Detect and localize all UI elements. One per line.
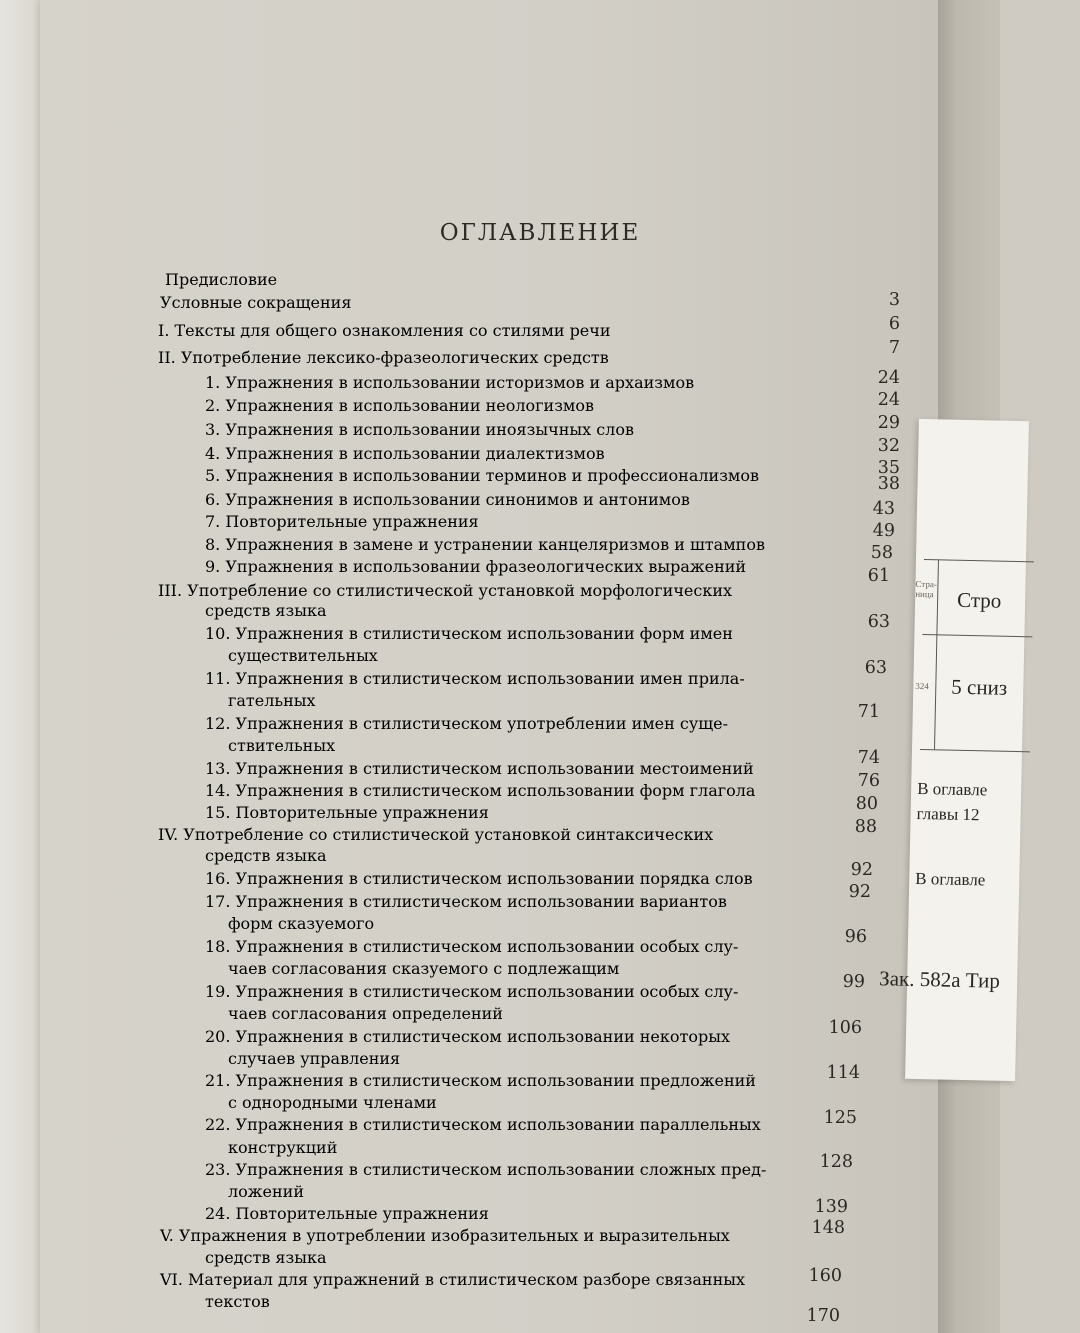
- toc-entry: [205, 375, 825, 391]
- toc-entry: [228, 916, 428, 932]
- toc-page-number: 63: [867, 612, 890, 632]
- toc-entry: [205, 398, 715, 414]
- toc-entry-text: 3. Упражнения в использовании иноязычных слов: [205, 420, 634, 439]
- toc-page-number: 38: [877, 474, 900, 494]
- toc-page-number: 88: [854, 817, 877, 837]
- toc-entry: [205, 939, 835, 955]
- toc-entry: [228, 1051, 458, 1067]
- toc-entry: [205, 984, 830, 1000]
- toc-entry-text: II. Употребление лексико-фразеологических средств: [158, 348, 609, 367]
- toc-entry-text: 20. Упражнения в стилистическом использовании некоторых: [205, 1027, 730, 1046]
- toc-page-number: 24: [877, 368, 900, 388]
- toc-page-number: 58: [870, 543, 893, 563]
- toc-entry: [205, 626, 845, 642]
- toc-entry-text: 19. Упражнения в стилистическом использовании особых слу-: [205, 982, 739, 1001]
- toc-entry: [205, 871, 840, 887]
- toc-entry-text: с однородными членами: [228, 1093, 437, 1112]
- toc-page-number: 125: [823, 1108, 857, 1128]
- toc-entry: [205, 468, 855, 484]
- toc-entry-text: Условные сокращения: [160, 293, 352, 312]
- toc-entry-text: 1. Упражнения в использовании историзмов и архаизмов: [205, 373, 695, 392]
- toc-entry: [158, 827, 848, 843]
- toc-entry: [205, 761, 845, 777]
- toc-entry: [205, 446, 705, 462]
- errata-note-1-line-1: В оглавле: [916, 778, 988, 800]
- toc-entry: [205, 1294, 335, 1310]
- toc-entry-text: 2. Упражнения в использовании неологизмов: [205, 396, 595, 415]
- toc-entry: [228, 1184, 328, 1200]
- toc-entry: [205, 559, 850, 575]
- toc-entry-text: 23. Упражнения в стилистическом использовании сложных пред-: [205, 1160, 767, 1179]
- toc-entry: [205, 603, 455, 619]
- toc-entry: [165, 272, 365, 288]
- toc-entry-text: IV. Употребление со стилистической установкой синтаксических: [158, 825, 714, 844]
- toc-page-number: 3: [888, 290, 900, 310]
- toc-entry: [205, 1073, 825, 1089]
- toc-page-number: 29: [877, 413, 900, 433]
- toc-entry: [205, 1250, 355, 1266]
- toc-entry-text: ложений: [228, 1182, 304, 1201]
- toc-entry: [205, 537, 855, 553]
- toc-entry: [158, 583, 848, 599]
- toc-entry: [158, 350, 838, 366]
- toc-entry: [228, 1006, 558, 1022]
- toc-page-number: 80: [855, 794, 878, 814]
- errata-header-left: Стра-ница: [915, 578, 937, 600]
- toc-page-number: 61: [867, 566, 890, 586]
- toc-entry-text: 22. Упражнения в стилистическом использовании параллельных: [205, 1115, 761, 1134]
- toc-page-number: 160: [808, 1266, 842, 1286]
- toc-entry: [228, 693, 378, 709]
- toc-entry: [205, 1162, 815, 1178]
- toc-entry-text: 15. Повторительные упражнения: [205, 803, 489, 822]
- errata-note-1-line-2: главы 12: [916, 803, 980, 825]
- toc-entry-text: 14. Упражнения в стилистическом использовании форм глагола: [205, 781, 756, 800]
- toc-entry: [205, 1117, 820, 1133]
- toc-entry-text: V. Упражнения в употреблении изобразительных и выразительных: [160, 1226, 730, 1245]
- toc-entry-text: средств языка: [205, 1248, 327, 1267]
- toc-entry-text: текстов: [205, 1292, 270, 1311]
- toc-entry: [205, 1029, 825, 1045]
- toc-entry-text: 7. Повторительные упражнения: [205, 512, 479, 531]
- toc-entry-text: 5. Упражнения в использовании терминов и профессионализмов: [205, 466, 759, 485]
- toc-entry-text: VI. Материал для упражнений в стилистическом разборе связанных: [160, 1270, 745, 1289]
- toc-page-number: 170: [806, 1306, 840, 1326]
- toc-entry-text: 8. Упражнения в замене и устранении канцеляризмов и штампов: [205, 535, 765, 554]
- toc-page-number: 96: [844, 927, 867, 947]
- errata-note-2: В оглавле: [915, 868, 986, 890]
- toc-page-number: 99: [842, 972, 865, 992]
- toc-page-number: 7: [888, 338, 900, 358]
- toc-entry: [160, 295, 400, 311]
- toc-page-number: 32: [877, 436, 900, 456]
- toc-page-number: 106: [828, 1018, 862, 1038]
- toc-entry-text: ствительных: [228, 736, 336, 755]
- toc-entry-text: 6. Упражнения в использовании синонимов и антонимов: [205, 490, 690, 509]
- toc-entry-text: форм сказуемого: [228, 914, 375, 933]
- toc-entry: [228, 1095, 508, 1111]
- errata-row-left: 324: [915, 680, 929, 692]
- toc-entry: [205, 716, 835, 732]
- toc-page-number: 74: [857, 748, 880, 768]
- toc-entry: [160, 1272, 810, 1288]
- toc-page-number: 76: [857, 771, 880, 791]
- toc-entry-text: случаев управления: [228, 1049, 401, 1068]
- toc-page-number: 114: [826, 1063, 860, 1083]
- toc-title: ОГЛАВЛЕНИЕ: [439, 220, 641, 246]
- toc-entry: [228, 738, 378, 754]
- toc-entry: [205, 1206, 505, 1222]
- toc-page-number: 35: [877, 458, 900, 478]
- toc-entry-text: I. Тексты для общего ознакомления со стилями речи: [158, 321, 611, 340]
- toc-page-number: 63: [864, 658, 887, 678]
- toc-page-number: 128: [819, 1152, 853, 1172]
- toc-entry-text: чаев согласования определений: [228, 1004, 503, 1023]
- toc-entry: [160, 1228, 810, 1244]
- toc-entry-text: 13. Упражнения в стилистическом использовании местоимений: [205, 759, 754, 778]
- toc-entry-text: 16. Упражнения в стилистическом использовании порядка слов: [205, 869, 753, 888]
- toc-entry: [205, 492, 825, 508]
- toc-entry: [205, 422, 725, 438]
- toc-entry-text: 24. Повторительные упражнения: [205, 1204, 489, 1223]
- toc-entry-text: III. Употребление со стилистической установкой морфологических: [158, 581, 733, 600]
- toc-entry-text: 4. Упражнения в использовании диалектизмов: [205, 444, 605, 463]
- toc-entry: [205, 848, 405, 864]
- toc-entry-text: 12. Упражнения в стилистическом употреблении имен суще-: [205, 714, 729, 733]
- toc-page-number: 139: [814, 1197, 848, 1217]
- toc-entry-text: 21. Упражнения в стилистическом использовании предложений: [205, 1071, 756, 1090]
- toc-entry-text: существительных: [228, 646, 378, 665]
- toc-entry: [158, 323, 778, 339]
- printing-info: Зак. 582а Тир: [878, 966, 1001, 993]
- toc-entry-text: конструкций: [228, 1138, 338, 1157]
- toc-page-number: 92: [850, 860, 873, 880]
- toc-entry-text: средств языка: [205, 846, 327, 865]
- toc-entry-text: 11. Упражнения в стилистическом использовании имен прила-: [205, 669, 745, 688]
- toc-page-number: 148: [811, 1218, 845, 1238]
- toc-page-number: 24: [877, 390, 900, 410]
- toc-page-number: 6: [888, 314, 900, 334]
- toc-page-number: 71: [857, 702, 880, 722]
- toc-entry-text: гательных: [228, 691, 316, 710]
- toc-page-number: 92: [848, 882, 871, 902]
- errata-row-right: 5 сниз: [951, 674, 1008, 700]
- toc-entry: [205, 894, 835, 910]
- errata-header-right: Стро: [956, 587, 1002, 613]
- toc-entry-text: средств языка: [205, 601, 327, 620]
- toc-entry: [228, 1140, 358, 1156]
- toc-entry: [205, 671, 845, 687]
- toc-entry: [228, 961, 688, 977]
- toc-entry-text: 18. Упражнения в стилистическом использовании особых слу-: [205, 937, 739, 956]
- toc-entry: [205, 805, 535, 821]
- toc-entry-text: 17. Упражнения в стилистическом использовании вариантов: [205, 892, 727, 911]
- toc-entry-text: 10. Упражнения в стилистическом использовании форм имен: [205, 624, 733, 643]
- toc-entry-text: чаев согласования сказуемого с подлежащим: [228, 959, 620, 978]
- toc-entry: [205, 514, 535, 530]
- toc-entry-text: Предисловие: [165, 270, 278, 289]
- toc-page-number: 49: [872, 521, 895, 541]
- toc-entry: [228, 648, 428, 664]
- toc-entry-text: 9. Упражнения в использовании фразеологических выражений: [205, 557, 747, 576]
- toc-page-number: 43: [872, 499, 895, 519]
- toc-entry: [205, 783, 850, 799]
